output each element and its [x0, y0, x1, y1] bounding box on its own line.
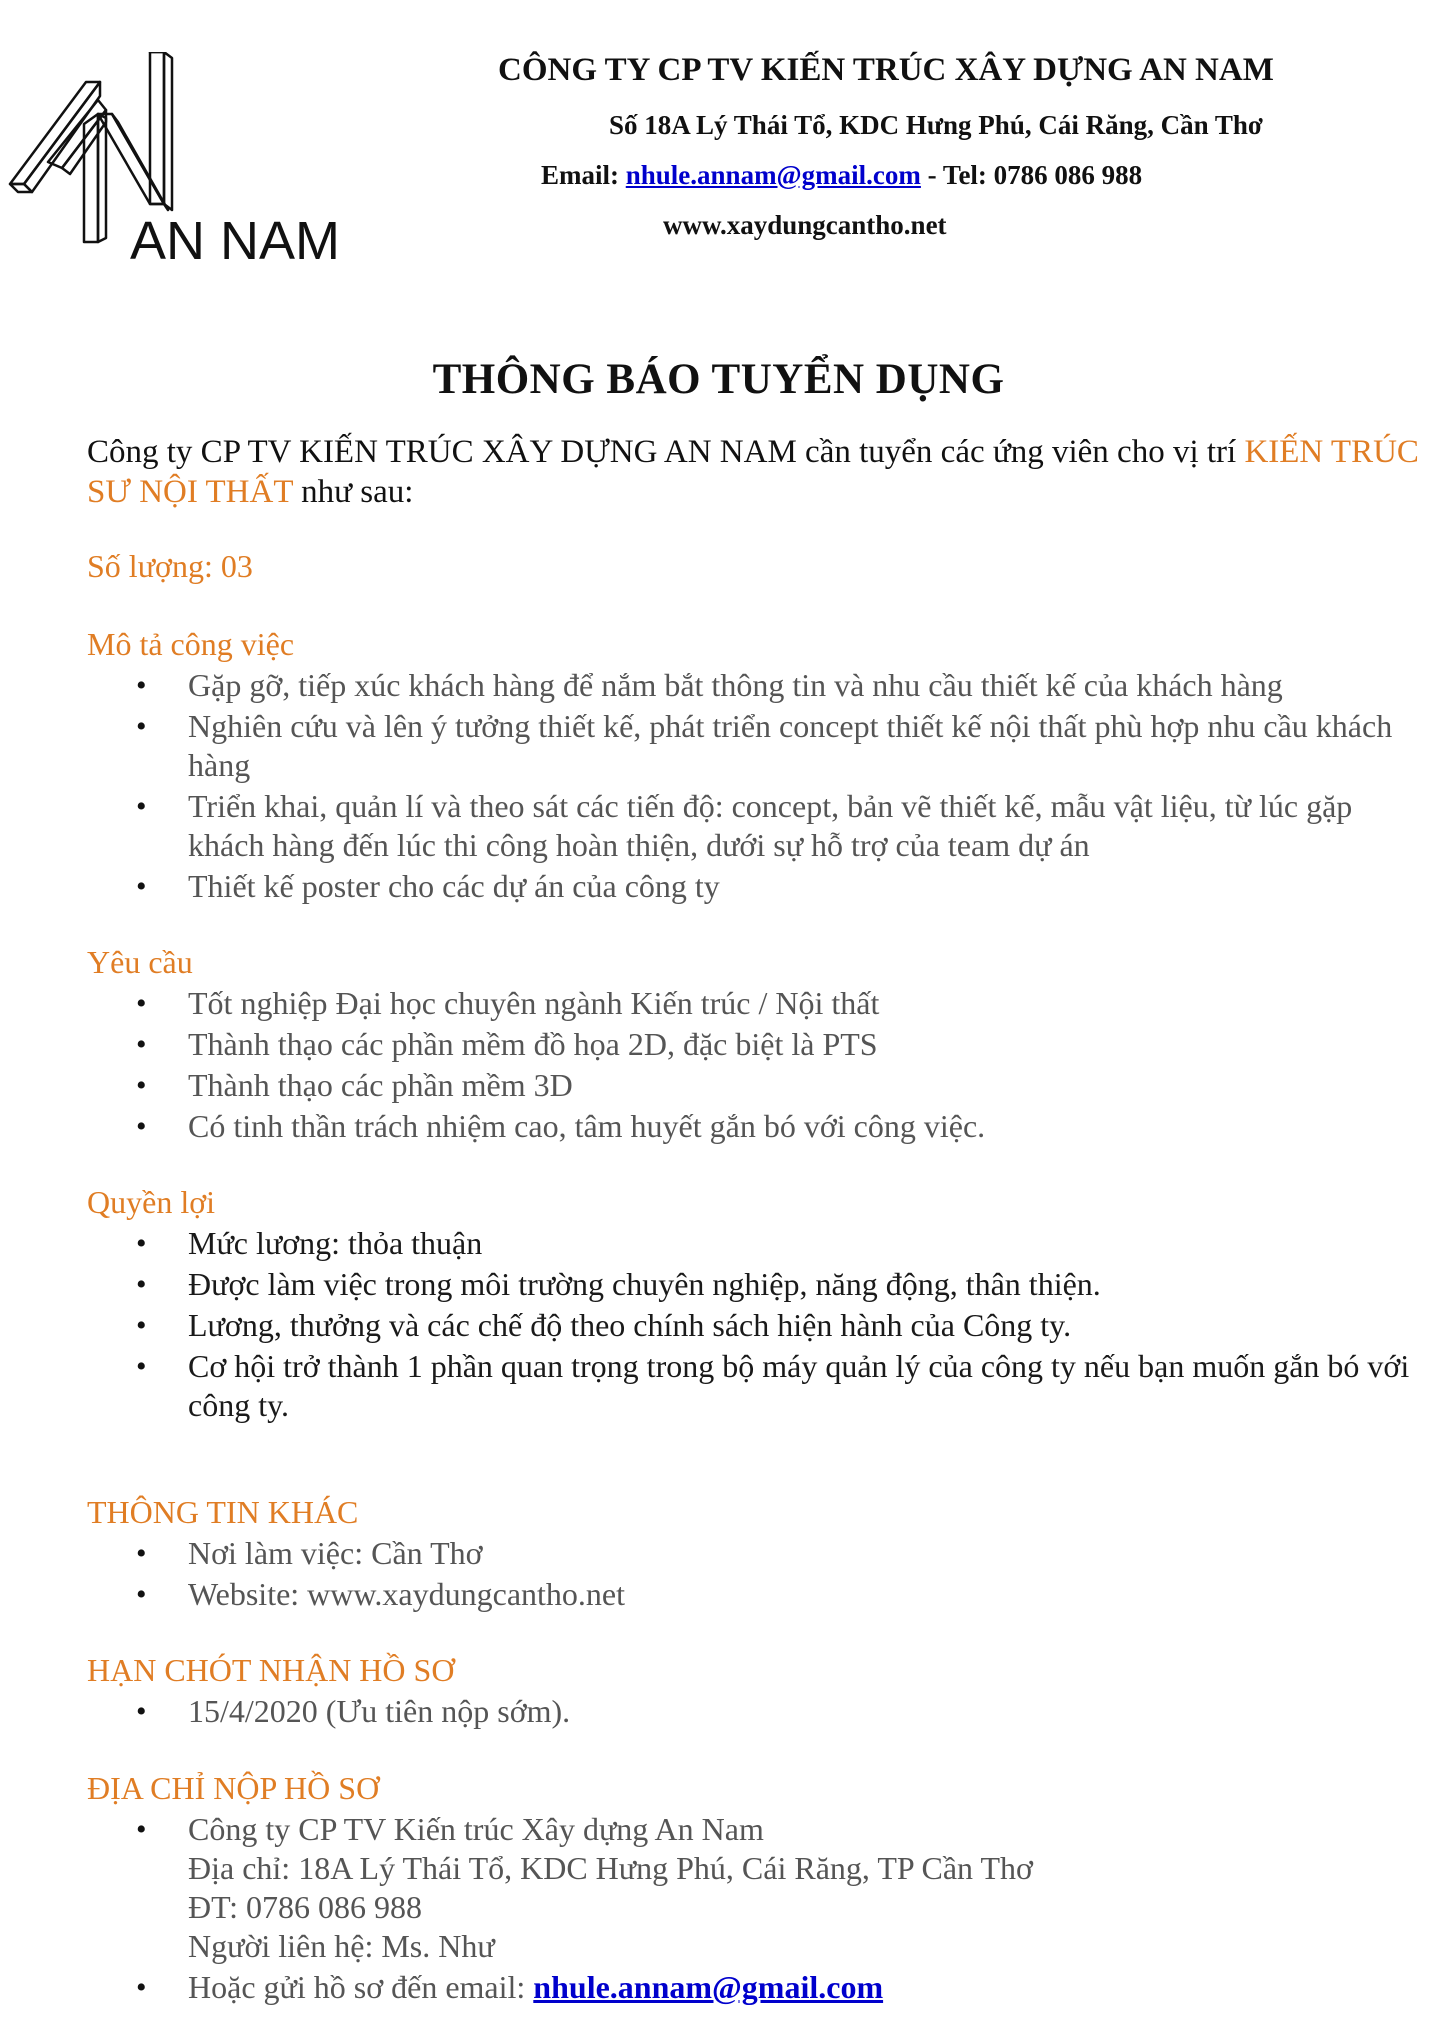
- company-address: Số 18A Lý Thái Tổ, KDC Hưng Phú, Cái Răng, Cần Thơ: [609, 110, 1263, 140]
- list-item: • Thành thạo các phần mềm đồ họa 2D, đặc biệt là PTS: [0, 1025, 1418, 1064]
- email-label: Email:: [541, 160, 626, 190]
- intro-paragraph: [87, 432, 1427, 512]
- company-name: CÔNG TY CP TV KIẾN TRÚC XÂY DỰNG AN NAM: [498, 52, 1274, 88]
- requirements-title: Yêu cầu: [87, 944, 193, 980]
- list-item: • Gặp gỡ, tiếp xúc khách hàng để nắm bắt thông tin và nhu cầu thiết kế của khách hàng: [0, 666, 1418, 705]
- submit-email-link[interactable]: nhule.annam@gmail.com: [533, 1969, 884, 2005]
- submit-address: Địa chỉ: 18A Lý Thái Tổ, KDC Hưng Phú, Cái Răng, TP Cần Thơ: [188, 1850, 1033, 1886]
- list-item: • 15/4/2020 (Ưu tiên nộp sớm).: [0, 1692, 1418, 1731]
- benefits-title: Quyền lợi: [87, 1184, 216, 1220]
- deadline-title: HẠN CHÓT NHẬN HỒ SƠ: [87, 1652, 455, 1688]
- submit-phone: ĐT: 0786 086 988: [188, 1889, 422, 1925]
- list-item: • Triển khai, quản lí và theo sát các tiến độ: concept, bản vẽ thiết kế, mẫu vật liệu, từ lúc gặp khách hàng đến lúc thi công hoàn thiện, dưới sự hỗ trợ của team dự án: [0, 787, 1418, 865]
- list-item: • Thiết kế poster cho các dự án của công ty: [0, 867, 1418, 906]
- company-contact: [541, 160, 1142, 191]
- submit-address-title: ĐỊA CHỈ NỘP HỒ SƠ: [87, 1770, 380, 1806]
- list-item: [0, 1968, 1418, 2007]
- job-description-title: Mô tả công việc: [87, 626, 295, 662]
- other-info-title: THÔNG TIN KHÁC: [87, 1494, 359, 1530]
- list-item: • Cơ hội trở thành 1 phần quan trọng trong bộ máy quản lý của công ty nếu bạn muốn gắn bó với công ty.: [0, 1347, 1418, 1425]
- intro-position: KIẾN TRÚC SƯ NỘI THẤT: [87, 434, 1419, 510]
- job-description-list: [0, 666, 1437, 906]
- email-prefix: Hoặc gửi hồ sơ đến email:: [188, 1969, 534, 2005]
- intro-text: Công ty CP TV KIẾN TRÚC XÂY DỰNG AN NAM cần tuyển các ứng viên cho vị trí: [87, 434, 1245, 470]
- list-item: • Lương, thưởng và các chế độ theo chính sách hiện hành của Công ty.: [0, 1306, 1418, 1345]
- list-item: • Nơi làm việc: Cần Thơ: [0, 1534, 1418, 1573]
- deadline-list: [0, 1692, 1437, 1731]
- list-item: • Được làm việc trong môi trường chuyên nghiệp, năng động, thân thiện.: [0, 1265, 1418, 1304]
- requirements-list: [0, 984, 1437, 1146]
- list-item: [0, 1810, 1418, 1966]
- list-item: • Tốt nghiệp Đại học chuyên ngành Kiến trúc / Nội thất: [0, 984, 1418, 1023]
- list-item: • Website: www.xaydungcantho.net: [0, 1575, 1418, 1614]
- page-title: THÔNG BÁO TUYỂN DỤNG: [432, 356, 1005, 403]
- company-website: www.xaydungcantho.net: [663, 210, 947, 240]
- list-item: • Mức lương: thỏa thuận: [0, 1224, 1418, 1263]
- company-logo: [8, 52, 341, 274]
- benefits-list: [0, 1224, 1437, 1425]
- list-item: • Nghiên cứu và lên ý tưởng thiết kế, phát triển concept thiết kế nội thất phù hợp nhu cầu khách hàng: [0, 707, 1418, 785]
- quantity-text: Số lượng: 03: [87, 548, 253, 584]
- intro-suffix: như sau:: [292, 474, 414, 510]
- submit-contact: Người liên hệ: Ms. Như: [188, 1928, 495, 1964]
- list-item: • Có tinh thần trách nhiệm cao, tâm huyết gắn bó với công việc.: [0, 1107, 1418, 1146]
- submit-company: • Công ty CP TV Kiến trúc Xây dựng An Nam: [188, 1811, 764, 1847]
- header-email-link[interactable]: nhule.annam@gmail.com: [625, 160, 921, 190]
- submit-address-list: [0, 1810, 1437, 2007]
- other-info-list: [0, 1534, 1437, 1614]
- list-item: • Thành thạo các phần mềm 3D: [0, 1066, 1418, 1105]
- tel-text: - Tel: 0786 086 988: [920, 160, 1143, 190]
- logo-text: AN NAM: [130, 211, 341, 271]
